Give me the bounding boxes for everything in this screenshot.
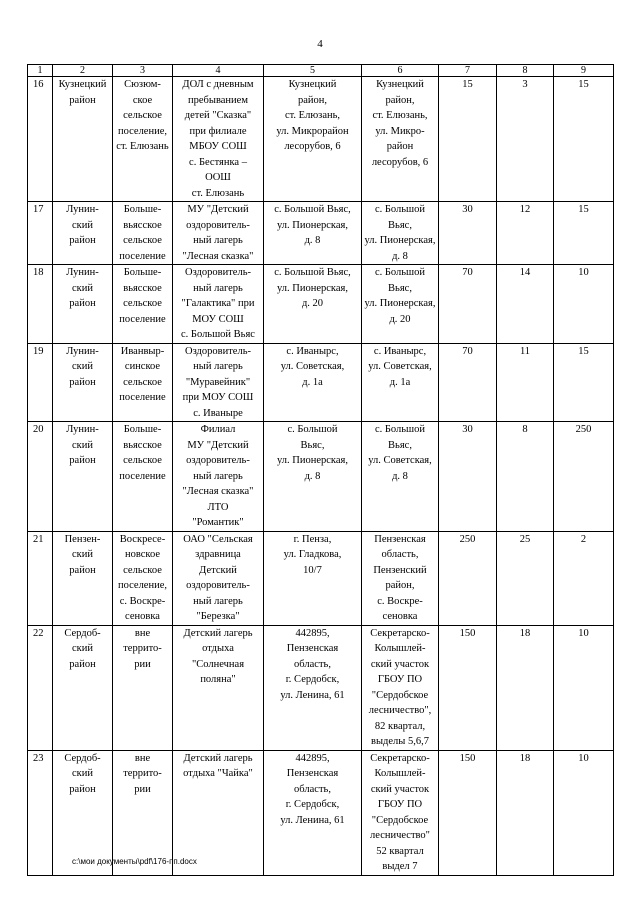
col7-cell: 30 — [439, 422, 497, 532]
table-row — [28, 343, 614, 422]
table-row — [28, 625, 614, 750]
col9-cell: 15 — [554, 202, 614, 265]
legal-address-cell: 442895, Пензенская область, г. Сердобск, ул. Ленина, 61 — [264, 625, 362, 750]
legal-address-cell: Кузнецкий район, ст. Елюзань, ул. Микрорайон лесорубов, 6 — [264, 77, 362, 202]
camp-name-cell: ДОЛ с дневным пребыванием детей "Сказка" при филиале МБОУ СОШ с. Бестянка – ООШ ст. Елюзань — [173, 77, 264, 202]
actual-address-cell: с. Большой Вьяс, ул. Пионерская, д. 20 — [362, 265, 439, 344]
col9-cell: 10 — [554, 265, 614, 344]
row-number: 21 — [28, 531, 53, 625]
file-path-footer: c:\мои документы\pdf\176-пп.docx — [72, 857, 197, 866]
district-cell: Пензен- ский район — [53, 531, 113, 625]
settlement-cell: Больше- вьясское сельское поселение — [113, 422, 173, 532]
col7-cell: 15 — [439, 77, 497, 202]
col8-cell: 3 — [497, 77, 554, 202]
camp-name-cell: Детский лагерь отдыха "Чайка" — [173, 750, 264, 875]
col7-cell: 250 — [439, 531, 497, 625]
col9-cell: 2 — [554, 531, 614, 625]
col9-cell: 10 — [554, 750, 614, 875]
settlement-cell: вне террито- рии — [113, 750, 173, 875]
col9-cell: 15 — [554, 77, 614, 202]
header-cell: 1 — [28, 65, 53, 77]
camp-name-cell: ОАО "Сельская здравница Детский оздоровитель- ный лагерь "Березка" — [173, 531, 264, 625]
camp-name-cell: Детский лагерь отдыха "Солнечная поляна" — [173, 625, 264, 750]
actual-address-cell: Кузнецкий район, ст. Елюзань, ул. Микро- район лесорубов, 6 — [362, 77, 439, 202]
row-number: 20 — [28, 422, 53, 532]
district-cell: Лунин- ский район — [53, 343, 113, 422]
table-row — [28, 265, 614, 344]
header-cell: 2 — [53, 65, 113, 77]
district-cell: Лунин- ский район — [53, 422, 113, 532]
actual-address-cell: Пензенская область, Пензенский район, с. Воскре- сеновка — [362, 531, 439, 625]
settlement-cell: вне террито- рии — [113, 625, 173, 750]
camp-name-cell: Оздоровитель- ный лагерь "Муравейник" при МОУ СОШ с. Иваныре — [173, 343, 264, 422]
district-cell: Лунин- ский район — [53, 202, 113, 265]
col7-cell: 70 — [439, 343, 497, 422]
row-number: 16 — [28, 77, 53, 202]
header-row — [28, 65, 614, 77]
legal-address-cell: 442895, Пензенская область, г. Сердобск, ул. Ленина, 61 — [264, 750, 362, 875]
actual-address-cell: с. Большой Вьяс, ул. Советская, д. 8 — [362, 422, 439, 532]
header-cell: 6 — [362, 65, 439, 77]
row-number: 19 — [28, 343, 53, 422]
row-number: 18 — [28, 265, 53, 344]
camps-table — [27, 64, 614, 876]
table-row — [28, 202, 614, 265]
col8-cell: 25 — [497, 531, 554, 625]
col7-cell: 70 — [439, 265, 497, 344]
table-row — [28, 422, 614, 532]
col8-cell: 12 — [497, 202, 554, 265]
col8-cell: 11 — [497, 343, 554, 422]
header-cell: 8 — [497, 65, 554, 77]
col8-cell: 18 — [497, 625, 554, 750]
camp-name-cell: Оздоровитель- ный лагерь "Галактика" при МОУ СОШ с. Большой Вьяс — [173, 265, 264, 344]
col9-cell: 10 — [554, 625, 614, 750]
header-cell: 7 — [439, 65, 497, 77]
header-cell: 4 — [173, 65, 264, 77]
legal-address-cell: г. Пенза, ул. Гладкова, 10/7 — [264, 531, 362, 625]
settlement-cell: Сюзюм- ское сельское поселение, ст. Елюзань — [113, 77, 173, 202]
legal-address-cell: с. Большой Вьяс, ул. Пионерская, д. 8 — [264, 202, 362, 265]
district-cell: Кузнецкий район — [53, 77, 113, 202]
col9-cell: 250 — [554, 422, 614, 532]
district-cell: Лунин- ский район — [53, 265, 113, 344]
district-cell: Сердоб- ский район — [53, 625, 113, 750]
camp-name-cell: Филиал МУ "Детский оздоровитель- ный лагерь "Лесная сказка" ЛТО "Романтик" — [173, 422, 264, 532]
actual-address-cell: с. Большой Вьяс, ул. Пионерская, д. 8 — [362, 202, 439, 265]
header-cell: 5 — [264, 65, 362, 77]
legal-address-cell: с. Иванырс, ул. Советская, д. 1а — [264, 343, 362, 422]
settlement-cell: Воскресе- новское сельское поселение, с. Воскре- сеновка — [113, 531, 173, 625]
settlement-cell: Больше- вьясское сельское поселение — [113, 265, 173, 344]
col7-cell: 30 — [439, 202, 497, 265]
legal-address-cell: с. Большой Вьяс, ул. Пионерская, д. 20 — [264, 265, 362, 344]
table-row — [28, 77, 614, 202]
camp-name-cell: МУ "Детский оздоровитель- ный лагерь "Лесная сказка" — [173, 202, 264, 265]
col7-cell: 150 — [439, 625, 497, 750]
table-row — [28, 531, 614, 625]
row-number: 23 — [28, 750, 53, 875]
col9-cell: 15 — [554, 343, 614, 422]
header-cell: 9 — [554, 65, 614, 77]
district-cell: Сердоб- ский район — [53, 750, 113, 875]
actual-address-cell: Секретарско- Колышлей- ский участок ГБОУ ПО "Сердобское лесничество" 52 квартал выдел 7 — [362, 750, 439, 875]
actual-address-cell: с. Иванырс, ул. Советская, д. 1а — [362, 343, 439, 422]
legal-address-cell: с. Большой Вьяс, ул. Пионерская, д. 8 — [264, 422, 362, 532]
col8-cell: 18 — [497, 750, 554, 875]
settlement-cell: Больше- вьясское сельское поселение — [113, 202, 173, 265]
page-number: 4 — [317, 38, 323, 50]
header-cell: 3 — [113, 65, 173, 77]
settlement-cell: Иванвыр- синское сельское поселение — [113, 343, 173, 422]
col8-cell: 14 — [497, 265, 554, 344]
row-number: 22 — [28, 625, 53, 750]
col7-cell: 150 — [439, 750, 497, 875]
actual-address-cell: Секретарско- Колышлей- ский участок ГБОУ ПО "Сердобское лесничество", 82 квартал, выделы 5,6,7 — [362, 625, 439, 750]
row-number: 17 — [28, 202, 53, 265]
col8-cell: 8 — [497, 422, 554, 532]
